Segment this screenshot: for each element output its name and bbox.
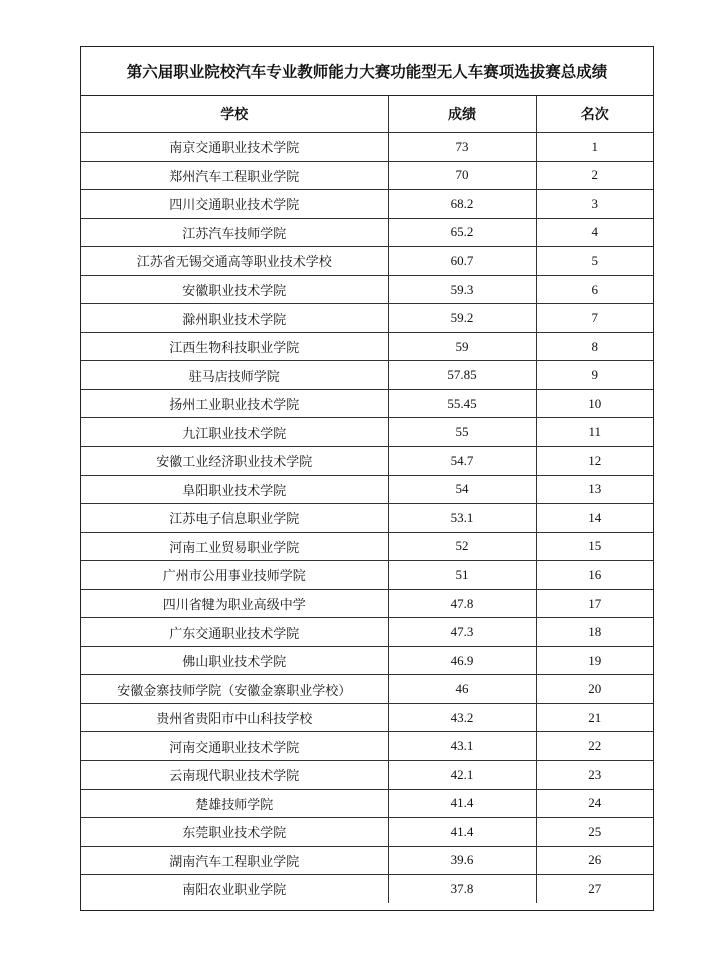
- cell-score: 47.3: [388, 618, 536, 647]
- cell-score: 37.8: [388, 875, 536, 903]
- table-row: [81, 332, 653, 361]
- cell-score: 65.2: [388, 218, 536, 247]
- cell-score: 70: [388, 161, 536, 190]
- cell-rank: 17: [536, 589, 653, 618]
- cell-school: 东莞职业技术学院: [81, 818, 388, 847]
- cell-school: 江苏汽车技师学院: [81, 218, 388, 247]
- cell-school: 郑州汽车工程职业学院: [81, 161, 388, 190]
- column-header-score: 成绩: [388, 96, 536, 133]
- table-row: [81, 161, 653, 190]
- table-row: [81, 818, 653, 847]
- cell-score: 52: [388, 532, 536, 561]
- cell-rank: 27: [588, 880, 602, 896]
- cell-school: 湖南汽车工程职业学院: [81, 846, 388, 875]
- cell-rank: 2: [536, 161, 653, 190]
- table-row: [81, 703, 653, 732]
- cell-score: 41.4: [388, 789, 536, 818]
- table-row: [81, 789, 653, 818]
- cell-school: 江苏省无锡交通高等职业技术学校: [81, 247, 388, 276]
- cell-score: 59.2: [388, 304, 536, 333]
- cell-score: 59: [388, 332, 536, 361]
- cell-score: 54: [388, 475, 536, 504]
- cell-school: 广州市公用事业技师学院: [81, 561, 388, 590]
- cell-score: 55: [388, 418, 536, 447]
- cell-school: 四川交通职业技术学院: [81, 190, 388, 219]
- cell-school: 安徽职业技术学院: [81, 275, 388, 304]
- table-row: [81, 532, 653, 561]
- cell-school: 安徽工业经济职业技术学院: [81, 447, 388, 476]
- table-row: [81, 504, 653, 533]
- cell-rank: 20: [536, 675, 653, 704]
- column-header-rank: 名次: [536, 96, 653, 133]
- cell-score: 39.6: [388, 846, 536, 875]
- cell-rank: 23: [536, 761, 653, 790]
- cell-rank: 11: [536, 418, 653, 447]
- table-row: [81, 875, 653, 903]
- cell-rank: 19: [536, 646, 653, 675]
- cell-score: 60.7: [388, 247, 536, 276]
- cell-school: 河南工业贸易职业学院: [81, 532, 388, 561]
- table-row: [81, 190, 653, 219]
- cell-school: 安徽金寨技师学院（安徽金寨职业学校）: [81, 675, 388, 704]
- column-header-school: 学校: [81, 96, 388, 133]
- table-row: [81, 361, 653, 390]
- cell-school: 贵州省贵阳市中山科技学校: [81, 703, 388, 732]
- cell-school: 南京交通职业技术学院: [81, 133, 388, 162]
- table-row: [81, 218, 653, 247]
- cell-score: 43.1: [388, 732, 536, 761]
- cell-rank: 24: [536, 789, 653, 818]
- table-row: [81, 447, 653, 476]
- cell-rank: 26: [536, 846, 653, 875]
- cell-rank: 8: [536, 332, 653, 361]
- cell-score: 42.1: [388, 761, 536, 790]
- cell-score: 51: [388, 561, 536, 590]
- cell-score: 46.9: [388, 646, 536, 675]
- cell-score: 43.2: [388, 703, 536, 732]
- cell-rank: 1: [536, 133, 653, 162]
- cell-rank: 22: [536, 732, 653, 761]
- table-row: [81, 389, 653, 418]
- table-row: [81, 846, 653, 875]
- cell-school: 江苏电子信息职业学院: [81, 504, 388, 533]
- table-row: [81, 418, 653, 447]
- cell-rank: 7: [536, 304, 653, 333]
- cell-school: 南阳农业职业学院: [81, 875, 388, 903]
- table-row: [81, 275, 653, 304]
- table-row: [81, 133, 653, 162]
- cell-score: 57.85: [388, 361, 536, 390]
- cell-school: 驻马店技师学院: [81, 361, 388, 390]
- cell-score: 53.1: [388, 504, 536, 533]
- cell-school: 扬州工业职业技术学院: [81, 389, 388, 418]
- cell-score: 68.2: [388, 190, 536, 219]
- cell-score: 59.3: [388, 275, 536, 304]
- cell-rank: 15: [536, 532, 653, 561]
- cell-school: 楚雄技师学院: [81, 789, 388, 818]
- results-sheet: [80, 46, 654, 911]
- cell-rank: 18: [536, 618, 653, 647]
- table-row: [81, 675, 653, 704]
- cell-school: 云南现代职业技术学院: [81, 761, 388, 790]
- cell-rank: 5: [536, 247, 653, 276]
- cell-score: 46: [388, 675, 536, 704]
- table-row: [81, 618, 653, 647]
- cell-rank: 14: [536, 504, 653, 533]
- cell-rank: 16: [536, 561, 653, 590]
- cell-rank: 25: [536, 818, 653, 847]
- cell-rank: 12: [536, 447, 653, 476]
- cell-rank: 3: [536, 190, 653, 219]
- cell-rank: 4: [536, 218, 653, 247]
- cell-rank: 21: [536, 703, 653, 732]
- table-row: [81, 561, 653, 590]
- table-body: [81, 133, 653, 903]
- document-title: 第六届职业院校汽车专业教师能力大赛功能型无人车赛项选拔赛总成绩: [81, 47, 653, 96]
- table-row: [81, 646, 653, 675]
- table-row: [81, 475, 653, 504]
- table-row: [81, 304, 653, 333]
- cell-school: 广东交通职业技术学院: [81, 618, 388, 647]
- cell-score: 41.4: [388, 818, 536, 847]
- cell-school: 河南交通职业技术学院: [81, 732, 388, 761]
- cell-school: 滁州职业技术学院: [81, 304, 388, 333]
- cell-score: 47.8: [388, 589, 536, 618]
- cell-score: 73: [388, 133, 536, 162]
- cell-school: 九江职业技术学院: [81, 418, 388, 447]
- cell-score: 54.7: [388, 447, 536, 476]
- table-header-row: [81, 96, 653, 133]
- cell-score: 55.45: [388, 389, 536, 418]
- table-row: [81, 589, 653, 618]
- table-row: [81, 761, 653, 790]
- cell-school: 四川省犍为职业高级中学: [81, 589, 388, 618]
- cell-rank: 10: [536, 389, 653, 418]
- results-table: [81, 96, 653, 903]
- table-row: [81, 732, 653, 761]
- table-row: [81, 247, 653, 276]
- cell-rank: 13: [536, 475, 653, 504]
- cell-school: 阜阳职业技术学院: [81, 475, 388, 504]
- cell-rank: 9: [536, 361, 653, 390]
- cell-school: 佛山职业技术学院: [81, 646, 388, 675]
- cell-rank: 6: [536, 275, 653, 304]
- cell-school: 江西生物科技职业学院: [81, 332, 388, 361]
